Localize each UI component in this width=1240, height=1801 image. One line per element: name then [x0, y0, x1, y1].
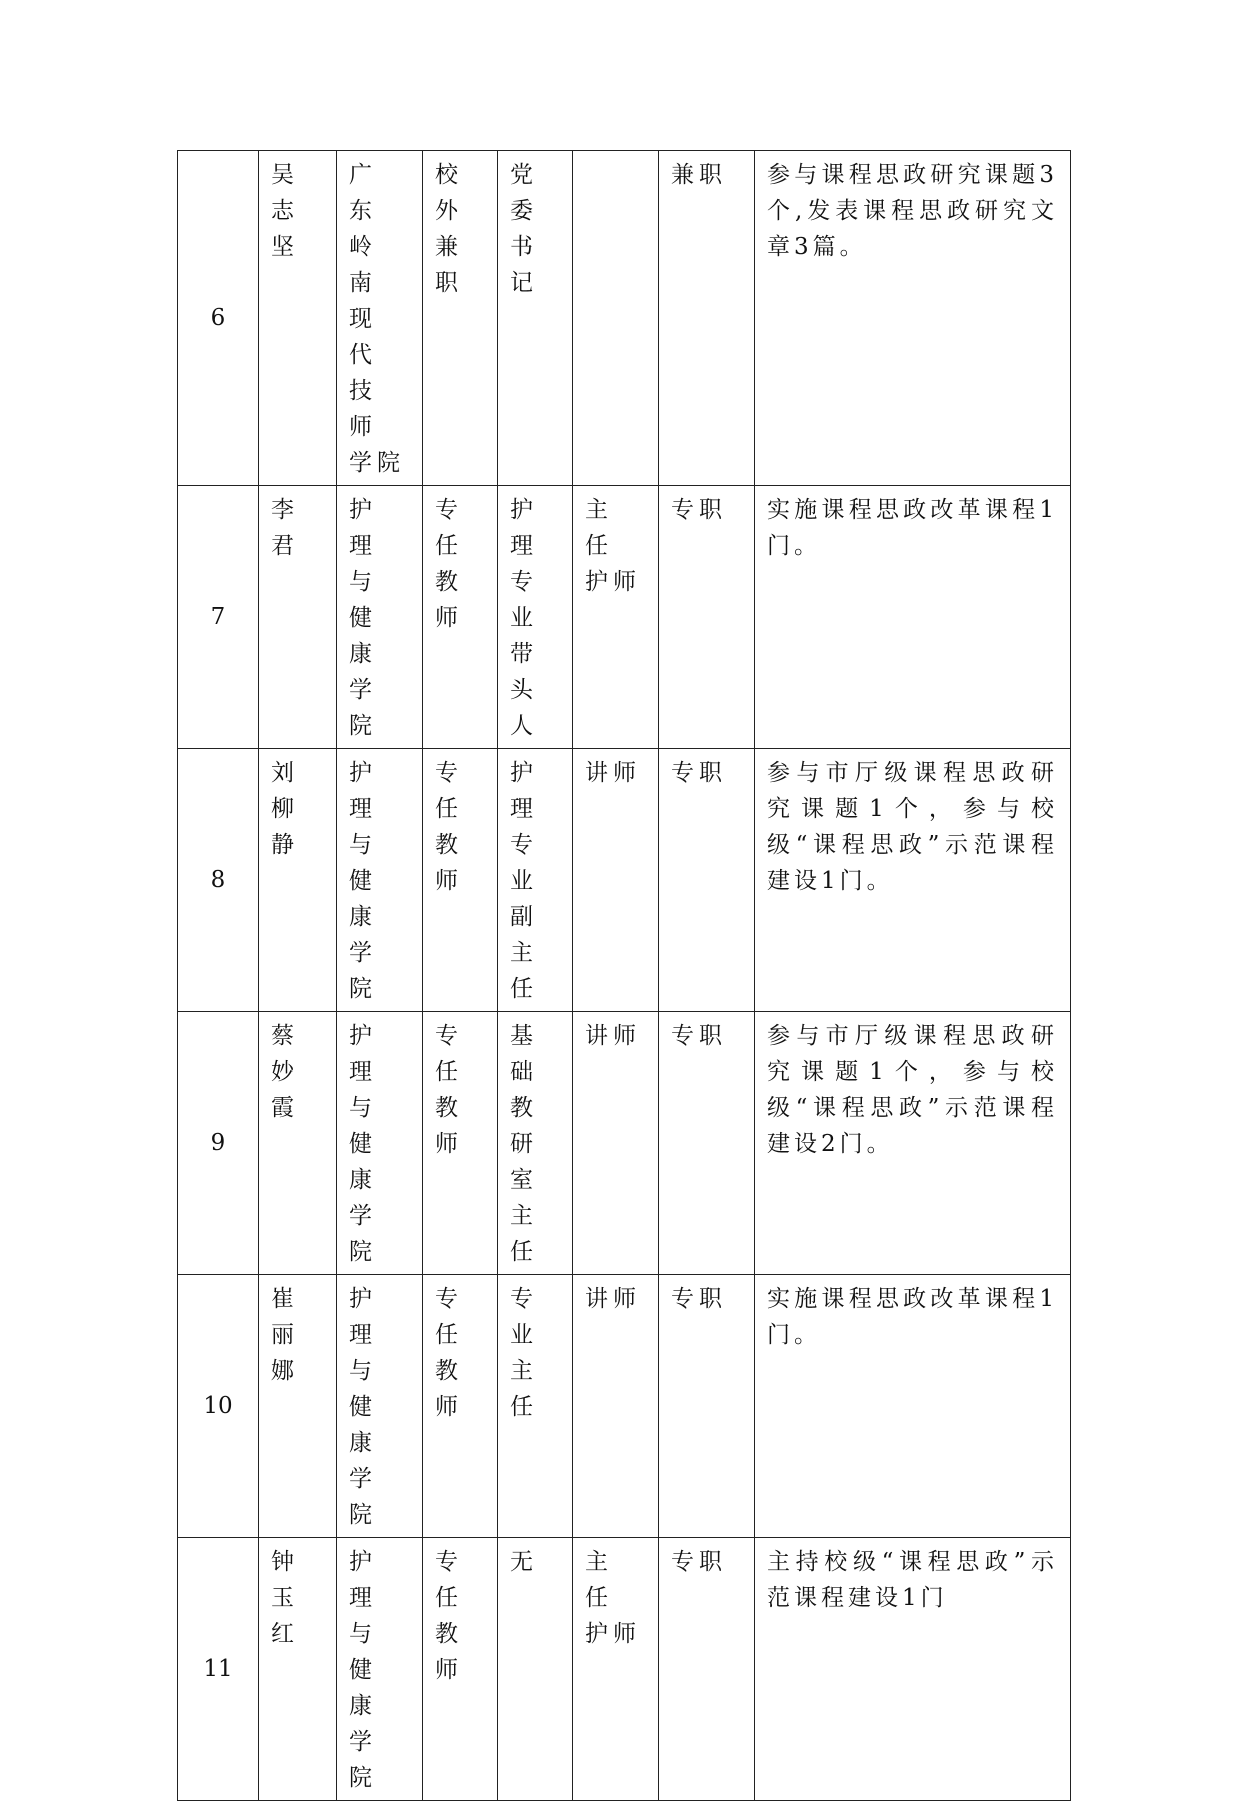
cell-number: 7: [178, 486, 259, 749]
cell-status: 专职: [659, 486, 755, 749]
cell-number: 10: [178, 1275, 259, 1538]
cell-unit: 护 理 与 健 康 学 院: [337, 749, 423, 1012]
cell-title: 主 任 护师: [573, 1538, 659, 1801]
cell-name: 李君: [259, 486, 337, 749]
cell-name: 吴志坚: [259, 151, 337, 486]
cell-type: 校外兼职: [423, 151, 498, 486]
table-row: [178, 486, 1071, 749]
staff-table: [177, 150, 1071, 1801]
cell-status: 专职: [659, 749, 755, 1012]
cell-post: 党委书记: [498, 151, 573, 486]
cell-type: 专任教师: [423, 1538, 498, 1801]
cell-number: 11: [178, 1538, 259, 1801]
cell-unit: 护 理 与 健 康 学 院: [337, 1275, 423, 1538]
cell-type: 专任教师: [423, 486, 498, 749]
cell-description: 主持校级“课程思政”示范课程建设1门: [755, 1538, 1071, 1801]
cell-unit: 护 理 与 健 康 学 院: [337, 1012, 423, 1275]
cell-status: 兼职: [659, 151, 755, 486]
cell-title: 讲师: [573, 1012, 659, 1275]
cell-post: 专业主任: [498, 1275, 573, 1538]
cell-type: 专任教师: [423, 1012, 498, 1275]
cell-name: 刘柳静: [259, 749, 337, 1012]
table-row: [178, 1275, 1071, 1538]
cell-name: 钟玉红: [259, 1538, 337, 1801]
cell-type: 专任教师: [423, 749, 498, 1012]
cell-status: 专职: [659, 1012, 755, 1275]
cell-title: 讲师: [573, 749, 659, 1012]
table-row: [178, 749, 1071, 1012]
cell-status: 专职: [659, 1538, 755, 1801]
cell-description: 参与市厅级课程思政研究课题1个，参与校级“课程思政”示范课程建设1门。: [755, 749, 1071, 1012]
cell-description: 参与市厅级课程思政研究课题1个，参与校级“课程思政”示范课程建设2门。: [755, 1012, 1071, 1275]
cell-post: 护理专业带头人: [498, 486, 573, 749]
cell-post: 无: [498, 1538, 573, 1801]
cell-description: 实施课程思政改革课程1门。: [755, 1275, 1071, 1538]
cell-unit: 护 理 与 健 康 学 院: [337, 486, 423, 749]
cell-title: [573, 151, 659, 486]
cell-unit: 护 理 与 健 康 学 院: [337, 1538, 423, 1801]
cell-number: 8: [178, 749, 259, 1012]
cell-number: 9: [178, 1012, 259, 1275]
table-row: [178, 1012, 1071, 1275]
cell-name: 崔丽娜: [259, 1275, 337, 1538]
cell-number: 6: [178, 151, 259, 486]
cell-title: 主 任 护师: [573, 486, 659, 749]
cell-title: 讲师: [573, 1275, 659, 1538]
cell-post: 基础教研室主任: [498, 1012, 573, 1275]
cell-description: 参与课程思政研究课题3个,发表课程思政研究文章3篇。: [755, 151, 1071, 486]
cell-status: 专职: [659, 1275, 755, 1538]
cell-unit: 广 东 岭 南 现 代 技 师 学院: [337, 151, 423, 486]
staff-table-body: [178, 151, 1071, 1801]
cell-name: 蔡妙霞: [259, 1012, 337, 1275]
cell-type: 专任教师: [423, 1275, 498, 1538]
cell-post: 护理专业副主任: [498, 749, 573, 1012]
table-row: [178, 151, 1071, 486]
table-row: [178, 1538, 1071, 1801]
cell-description: 实施课程思政改革课程1门。: [755, 486, 1071, 749]
